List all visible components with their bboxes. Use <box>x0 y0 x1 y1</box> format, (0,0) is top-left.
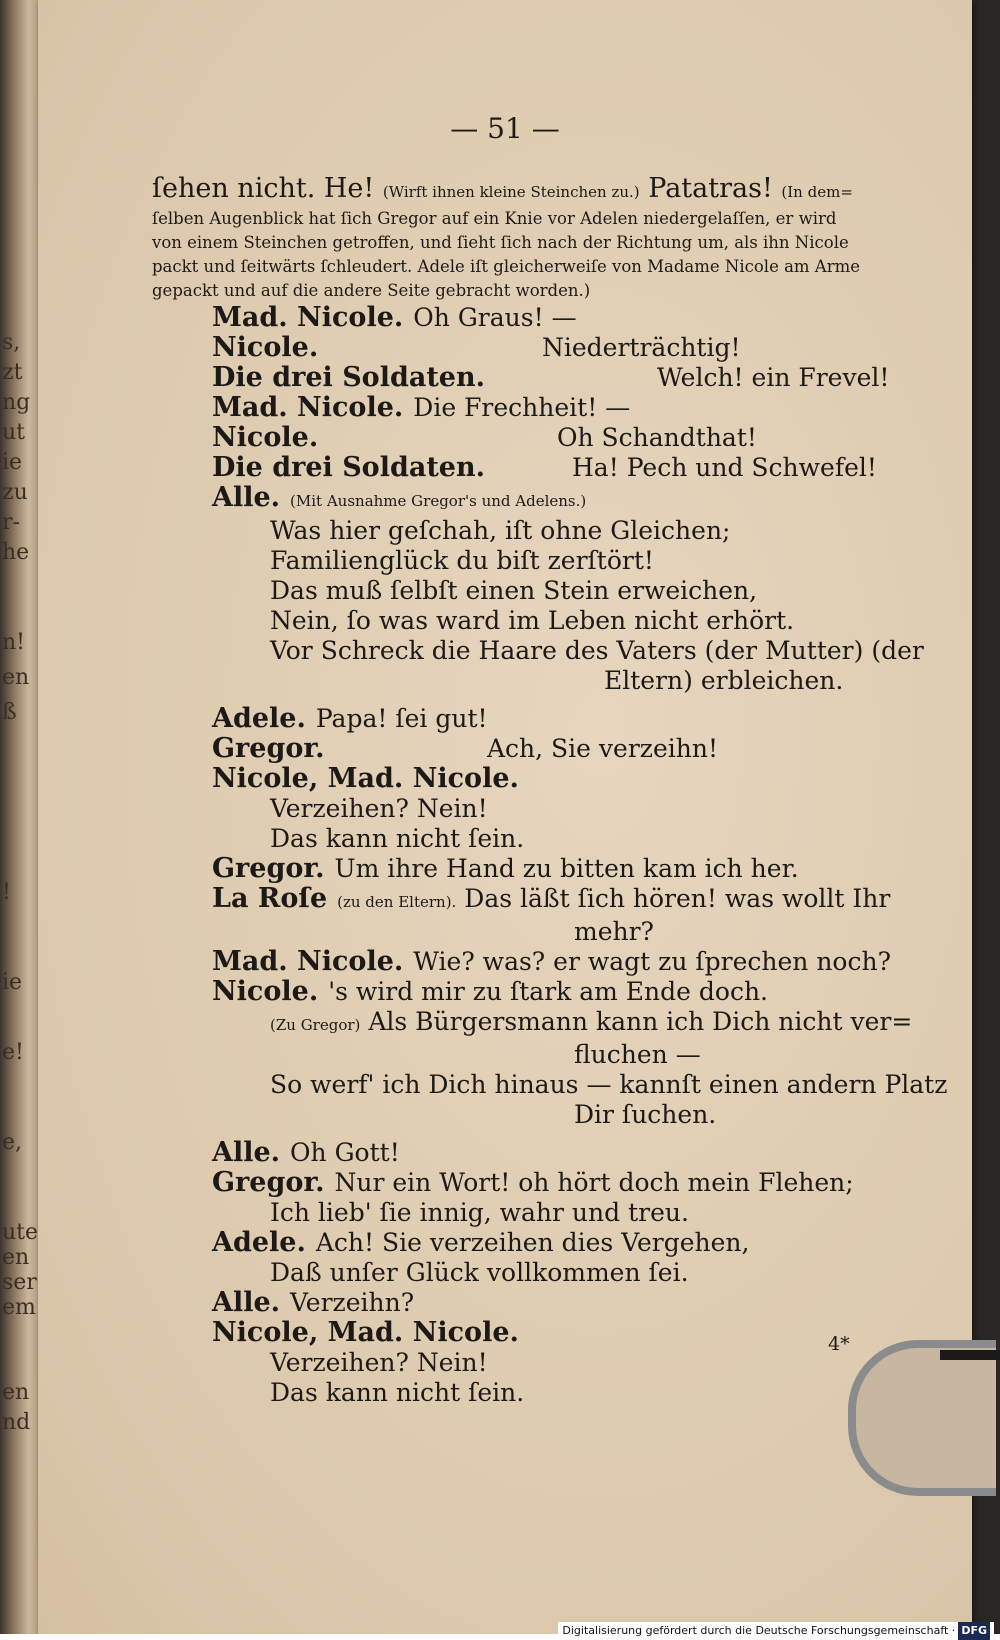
dialogue-text: Niederträchtig! <box>542 333 741 362</box>
dialogue-text: Nur ein Wort! oh hört doch mein Flehen; <box>334 1168 854 1197</box>
dialogue-text: Welch! ein Frevel! <box>657 363 890 392</box>
speaker-name: La Roſe <box>212 883 328 914</box>
edge-fragment: ut <box>2 420 26 445</box>
edge-fragment: en <box>2 1245 30 1270</box>
dialogue-text: Um ihre Hand zu bitten kam ich her. <box>334 854 799 883</box>
edge-fragment: ! <box>2 880 11 905</box>
dialogue-text: Die Frechheit! — <box>413 393 631 422</box>
speaker-name: Alle. <box>212 1287 281 1318</box>
edge-fragment: ser <box>2 1270 37 1295</box>
verse-line: Das kann nicht ſein. <box>270 824 525 853</box>
dialogue-text: Oh Gott! <box>290 1138 400 1167</box>
dialogue-text: 's wird mir zu ſtark am Ende doch. <box>328 977 769 1006</box>
speaker-name: Adele. <box>212 1227 306 1258</box>
verse-line: Verzeihen? Nein! <box>270 794 488 823</box>
dialogue-text: Oh Schandthat! <box>557 423 757 452</box>
verse-line: mehr? <box>574 917 654 946</box>
dialogue-line <box>152 1228 942 1258</box>
dialogue-line <box>152 363 942 393</box>
dialogue-line <box>152 734 942 764</box>
verse-line: Das muß ſelbſt einen Stein erweichen, <box>270 576 758 605</box>
edge-fragment: n! <box>2 630 26 655</box>
dialogue-line <box>152 333 942 363</box>
edge-fragment: zt <box>2 360 23 385</box>
edge-fragment: e, <box>2 1130 23 1155</box>
verse-line: Nein, ſo was ward im Leben nicht erhört. <box>270 606 795 635</box>
edge-fragment: ute <box>2 1220 39 1245</box>
speaker-name: Nicole. <box>212 332 319 363</box>
verse-line: fluchen — <box>574 1040 701 1069</box>
dialogue-line <box>152 393 942 423</box>
speaker-name: Alle. <box>212 1137 281 1168</box>
edge-fragment: r- <box>2 510 20 535</box>
speaker-name: Nicole, Mad. Nicole. <box>212 1317 519 1348</box>
stage-direction-line <box>152 174 942 207</box>
edge-fragment: en <box>2 665 30 690</box>
verse-line: Daß unſer Glück vollkommen ſei. <box>270 1258 689 1287</box>
dialogue-line <box>152 1138 942 1168</box>
stage-direction-line: ſelben Augenblick hat ſich Gregor auf ein Knie vor Adelen niedergelaſſen, er wird <box>152 209 837 228</box>
speaker-name: Adele. <box>212 703 306 734</box>
speaker-name: Gregor. <box>212 733 325 764</box>
dialogue-text: Ach, Sie verzeihn! <box>487 734 718 763</box>
edge-fragment: e! <box>2 1040 24 1065</box>
scanner-bar-artifact <box>940 1350 1000 1360</box>
verse-line: Ich lieb' ſie innig, wahr und treu. <box>270 1198 689 1227</box>
dialogue-line <box>152 1168 942 1198</box>
stage-direction: (Mit Ausnahme Gregor's und Adelens.) <box>290 492 587 510</box>
speaker-name: Nicole. <box>212 976 319 1007</box>
edge-fragment: en <box>2 1380 30 1405</box>
dialogue-text: Ha! Pech und Schwefel! <box>572 453 877 482</box>
dialogue-line <box>152 423 942 453</box>
speaker-name: Nicole, Mad. Nicole. <box>212 763 519 794</box>
speaker-name: Mad. Nicole. <box>212 392 404 423</box>
dialogue-line <box>152 1007 942 1040</box>
credit-text: Digitalisierung gefördert durch die Deutsche Forschungsgemeinschaft · <box>562 1624 956 1637</box>
dialogue-line <box>152 704 942 734</box>
dialogue-text: Als Bürgersmann kann ich Dich nicht ver= <box>368 1007 913 1036</box>
dialogue-line <box>152 483 942 516</box>
stage-direction-line: von einem Steinchen getroffen, und ſieht ſich nach der Richtung um, als ihn Nicole <box>152 233 849 252</box>
edge-fragment: s, <box>2 330 21 355</box>
edge-fragment: em <box>2 1295 36 1320</box>
dialogue-text: Oh Graus! — <box>413 303 577 332</box>
speaker-name: Die drei Soldaten. <box>212 362 486 393</box>
verse-line: Familienglück du biſt zerſtört! <box>270 546 654 575</box>
printer-signature-mark: 4* <box>828 1333 850 1355</box>
edge-fragment: ß <box>2 700 17 725</box>
edge-fragment: nd <box>2 1410 31 1435</box>
dialogue-line <box>152 1288 942 1318</box>
speaker-name: Die drei Soldaten. <box>212 452 486 483</box>
verse-line: Dir ſuchen. <box>574 1100 717 1129</box>
edge-fragment: he <box>2 540 30 565</box>
verse-line: Eltern) erbleichen. <box>604 666 844 695</box>
edge-fragment: ie <box>2 970 23 995</box>
dialogue-text: Papa! ſei gut! <box>315 704 488 733</box>
dialogue-line <box>152 453 942 483</box>
dfg-logo-icon: DFG <box>958 1622 990 1640</box>
speaker-name: Nicole. <box>212 422 319 453</box>
verse-line: Was hier geſchah, iſt ohne Gleichen; <box>270 516 731 545</box>
dialogue-line <box>152 1318 942 1348</box>
stage-direction-line: gepackt und auf die andere Seite gebracht worden.) <box>152 281 591 300</box>
edge-fragment: ng <box>2 390 31 415</box>
speaker-name: Alle. <box>212 482 281 513</box>
verse-line: So werf' ich Dich hinaus — kannſt einen andern Platz <box>270 1070 948 1099</box>
speaker-name: Mad. Nicole. <box>212 946 404 977</box>
dialogue-text: Wie? was? er wagt zu ſprechen noch? <box>413 947 891 976</box>
stage-direction: (zu den Eltern). <box>337 893 457 911</box>
dialogue-text: ſehen nicht. He! <box>152 173 375 204</box>
stage-direction: (Zu Gregor) <box>270 1016 361 1034</box>
stage-direction: (In dem= <box>781 183 853 201</box>
dialogue-line <box>152 884 942 917</box>
dialogue-line <box>152 977 942 1007</box>
speaker-name: Mad. Nicole. <box>212 302 404 333</box>
speaker-name: Gregor. <box>212 1167 325 1198</box>
dialogue-text: Ach! Sie verzeihen dies Vergehen, <box>315 1228 750 1257</box>
dialogue-text: Patatras! <box>648 173 773 204</box>
edge-fragment: zu <box>2 480 28 505</box>
dialogue-line <box>152 947 942 977</box>
edge-fragment: ie <box>2 450 23 475</box>
digitization-credit <box>558 1622 994 1640</box>
dialogue-line <box>152 854 942 884</box>
verse-line: Das kann nicht ſein. <box>270 1378 525 1407</box>
page-text <box>152 173 948 1408</box>
verse-line: Vor Schreck die Haare des Vaters (der Mutter) (der <box>270 636 924 665</box>
dialogue-line <box>152 303 942 333</box>
speaker-name: Gregor. <box>212 853 325 884</box>
stage-direction-line: packt und ſeitwärts ſchleudert. Adele iſt gleicherweiſe von Madame Nicole am Arme <box>152 257 861 276</box>
verse-line: Verzeihen? Nein! <box>270 1348 488 1377</box>
stage-direction: (Wirft ihnen kleine Steinchen zu.) <box>382 183 640 201</box>
scanner-clamp-artifact <box>848 1340 996 1496</box>
dialogue-text: Das läßt ſich hören! was wollt Ihr <box>464 884 891 913</box>
previous-page-edge <box>0 0 40 1640</box>
book-page <box>38 0 972 1634</box>
page-number: — 51 — <box>450 112 560 145</box>
dialogue-line <box>152 764 942 794</box>
dialogue-text: Verzeihn? <box>290 1288 415 1317</box>
